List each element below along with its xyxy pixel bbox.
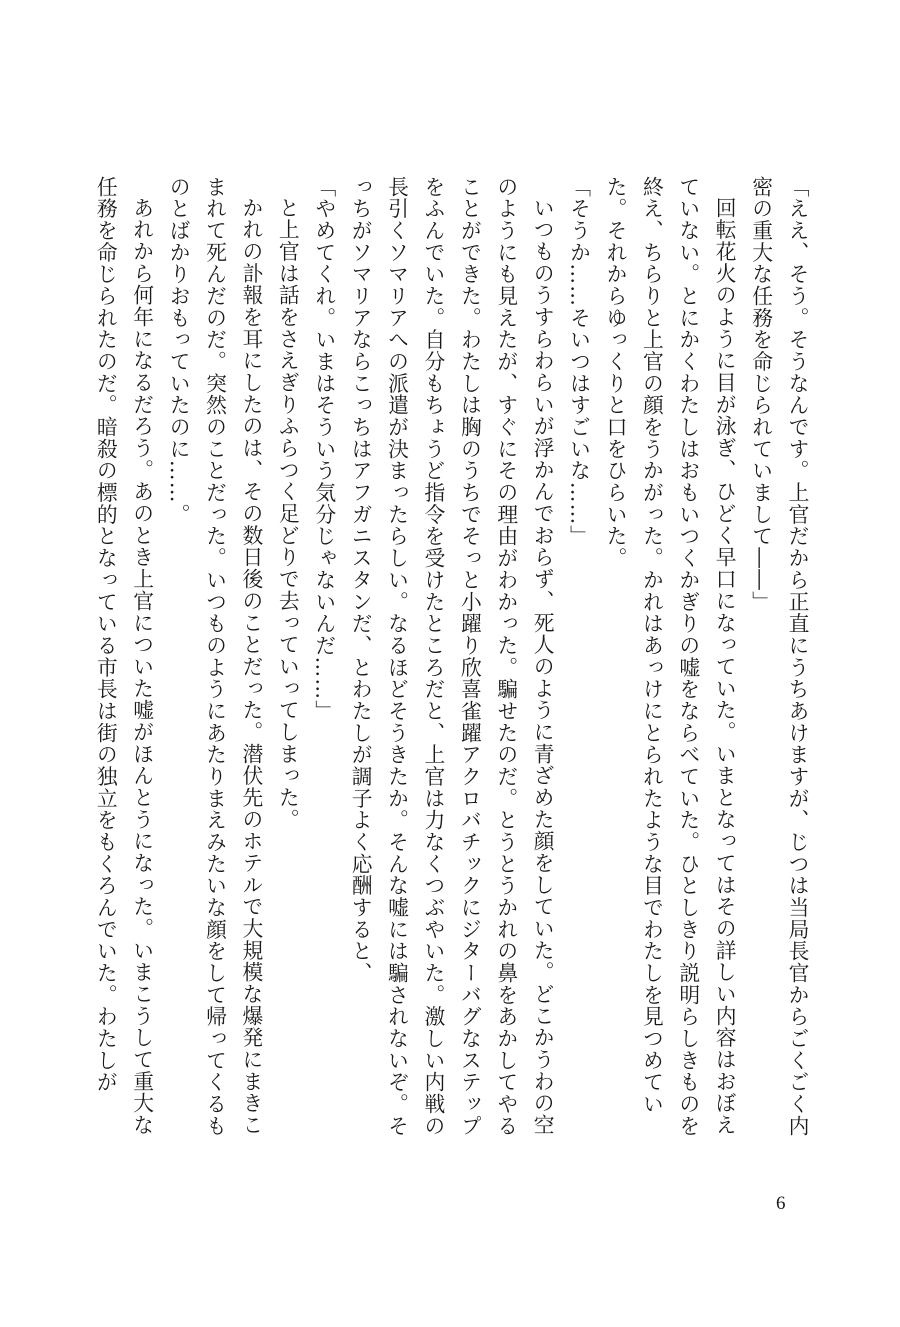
- paragraph: 「やめてくれ。いまはそういう気分じゃないんだ……」: [311, 176, 336, 722]
- paragraph: と上官は話をさえぎりふらつく足どりで去っていってしまった。: [275, 196, 300, 831]
- paragraph: いつものうすらわらいが浮かんでおらず、死人のように青ざめた顔をしていた。どこかうわの空のようにも見えたが、すぐにその理由がわかった。騙せたのだ。とうとうかれの鼻をあかしてやることができた。わたしは胸のうちでそっと小躍り欣喜雀躍アクロバチックにジターバグなステップをふんでいた。自分もちょうど指令を受けたところだと、上官は力なくつぶやいた。激しい内戦の長引くソマリアへの派遣が決まったらしい。なるほどそうきたか。そんな嘘には騙されないぞ。そっちがソマリアならこっちはアフガニスタンだ、とわたしが調子よく応酬すると、: [348, 176, 555, 1137]
- paragraph: 「ええ、そう。そうなんです。上官だから正直にうちあけますが、じつは当局長官からごくごく内密の重大な任務を命じられていまして――」: [748, 176, 809, 1137]
- paragraph: 「そうか……そいつはすごいな……」: [566, 176, 591, 548]
- paragraph: 回転花火のように目が泳ぎ、ひどく早口になっていた。いまとなってはその詳しい内容はおぼえていない。とにかくわたしはおもいつくかぎりの嘘をならべていた。ひとしきり説明らしきものを終え、ちらりと上官の顔をうかがった。かれはあっけにとられたような目でわたしを見つめていた。それからゆっくりと口をひらいた。: [602, 176, 737, 1137]
- vertical-text-body: [85, 176, 815, 1156]
- page-number: 6: [776, 1193, 786, 1214]
- paragraph: あれから何年になるだろう。あのとき上官についた嘘がほんとうになった。いまこうして重大な任務を命じられたのだ。暗殺の標的となっている市長は街の独立をもくろんでいた。わたしが: [93, 176, 154, 1136]
- paragraph: かれの訃報を耳にしたのは、その数日後のことだった。潜伏先のホテルで大規模な爆発にまきこまれて死んだのだ。突然のことだった。いつものようにあたりまえみたいな顔をして帰ってくるものとばかりおもっていたのに……。: [166, 176, 263, 1137]
